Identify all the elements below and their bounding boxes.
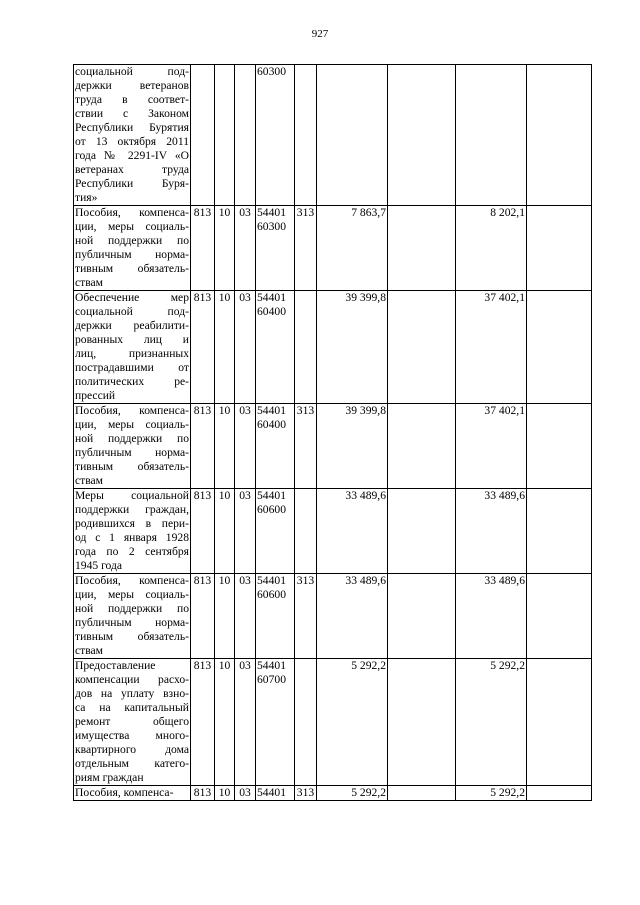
- expense-type-cell: [295, 65, 317, 206]
- amount-year2-cell: 33 489,6: [456, 489, 527, 574]
- amount-year2-cell: 8 202,1: [456, 206, 527, 291]
- item-name-cell: [74, 404, 191, 489]
- table-row: [74, 659, 592, 786]
- department-code-cell: 813: [191, 404, 215, 489]
- empty-cell: [388, 65, 456, 206]
- item-name-cell: [74, 574, 191, 659]
- item-name-line: Республики Буря-: [75, 177, 189, 190]
- empty-cell: [388, 786, 456, 801]
- item-name-line: труда в соответ-: [75, 93, 189, 106]
- amount-year1-cell: 33 489,6: [317, 574, 388, 659]
- item-name-line: Пособия, компенса-: [75, 404, 189, 417]
- empty-cell: [527, 786, 592, 801]
- item-name-line: от 13 октября 2011: [75, 135, 189, 148]
- amount-year1-cell: 39 399,8: [317, 404, 388, 489]
- item-name-line: политических ре-: [75, 375, 189, 388]
- amount-year2-cell: 5 292,2: [456, 786, 527, 801]
- item-name-line: тивным обязатель-: [75, 630, 189, 643]
- section-code-cell: 10: [215, 404, 235, 489]
- article-code-line: 54401: [257, 489, 286, 502]
- amount-year1-cell: 39 399,8: [317, 291, 388, 404]
- item-name-line: держки ветеранов: [75, 79, 189, 92]
- item-name-cell: [74, 206, 191, 291]
- item-name-line: года № 2291-IV «О: [75, 149, 189, 162]
- empty-cell: [388, 291, 456, 404]
- article-code-line: 54401: [257, 404, 286, 417]
- article-code-cell: [256, 206, 295, 291]
- item-name-line: тивным обязатель-: [75, 460, 189, 473]
- department-code-cell: 813: [191, 574, 215, 659]
- item-name-line: ремонт общего: [75, 715, 189, 728]
- item-name-line: отдельным катего-: [75, 757, 189, 770]
- amount-year1-cell: 5 292,2: [317, 659, 388, 786]
- article-code-line: 60600: [257, 503, 286, 516]
- article-code-cell: [256, 489, 295, 574]
- empty-cell: [527, 489, 592, 574]
- item-name-line: компенсации расхо-: [75, 673, 189, 686]
- item-name-line: родившихся в пери-: [75, 517, 189, 530]
- article-code-line: 54401: [257, 574, 286, 587]
- empty-cell: [388, 659, 456, 786]
- empty-cell: [388, 489, 456, 574]
- article-code-line: 54401: [257, 291, 286, 304]
- item-name-line: пострадавшими от: [75, 361, 189, 374]
- item-name-line: рованных лиц и: [75, 333, 189, 346]
- section-code-cell: 10: [215, 489, 235, 574]
- article-code-line: 54401: [257, 206, 286, 219]
- item-name-line: тивным обязатель-: [75, 262, 189, 275]
- amount-year2-cell: 5 292,2: [456, 659, 527, 786]
- item-name-line: Обеспечение мер: [75, 291, 189, 304]
- item-name-cell: [74, 786, 191, 801]
- item-name-line: квартирного дома: [75, 743, 189, 756]
- empty-cell: [527, 65, 592, 206]
- amount-year2-cell: [456, 65, 527, 206]
- item-name-line: ции, меры социаль-: [75, 588, 189, 601]
- item-name-line: 1945 года: [75, 559, 123, 572]
- empty-cell: [527, 404, 592, 489]
- subsection-code-cell: 03: [235, 659, 256, 786]
- department-code-cell: [191, 65, 215, 206]
- article-code-line: 60300: [257, 65, 286, 78]
- page-number: 927: [311, 28, 329, 40]
- section-code-cell: 10: [215, 659, 235, 786]
- subsection-code-cell: [235, 65, 256, 206]
- item-name-line: риям граждан: [75, 771, 144, 784]
- table-row: [74, 786, 592, 801]
- item-name-line: поддержки граждан,: [75, 503, 189, 516]
- item-name-line: Пособия, компенса-: [75, 574, 189, 587]
- article-code-cell: [256, 574, 295, 659]
- item-name-line: Меры социальной: [75, 489, 189, 502]
- item-name-line: ветеранах труда: [75, 163, 189, 176]
- subsection-code-cell: 03: [235, 574, 256, 659]
- item-name-cell: [74, 65, 191, 206]
- empty-cell: [388, 574, 456, 659]
- item-name-line: держки реабилити-: [75, 319, 189, 332]
- item-name-cell: [74, 291, 191, 404]
- empty-cell: [527, 291, 592, 404]
- item-name-line: ной поддержки по: [75, 234, 189, 247]
- expense-type-cell: 313: [295, 404, 317, 489]
- expense-type-cell: 313: [295, 786, 317, 801]
- subsection-code-cell: 03: [235, 404, 256, 489]
- section-code-cell: 10: [215, 291, 235, 404]
- item-name-line: Пособия, компенса-: [75, 206, 189, 219]
- item-name-line: публичным норма-: [75, 446, 189, 459]
- item-name-line: Пособия, компенса-: [75, 786, 174, 799]
- item-name-line: публичным норма-: [75, 616, 189, 629]
- amount-year1-cell: [317, 65, 388, 206]
- subsection-code-cell: 03: [235, 786, 256, 801]
- expense-type-cell: 313: [295, 206, 317, 291]
- item-name-line: ной поддержки по: [75, 432, 189, 445]
- article-code-line: 60700: [257, 673, 286, 686]
- expense-type-cell: [295, 659, 317, 786]
- item-name-line: ции, меры социаль-: [75, 220, 189, 233]
- item-name-line: од с 1 января 1928: [75, 531, 189, 544]
- expense-type-cell: [295, 489, 317, 574]
- section-code-cell: 10: [215, 206, 235, 291]
- item-name-line: Предоставление: [75, 659, 156, 672]
- empty-cell: [527, 206, 592, 291]
- article-code-line: 54401: [257, 786, 286, 799]
- item-name-line: ной поддержки по: [75, 602, 189, 615]
- department-code-cell: 813: [191, 659, 215, 786]
- amount-year1-cell: 33 489,6: [317, 489, 388, 574]
- table-row: [74, 404, 592, 489]
- department-code-cell: 813: [191, 786, 215, 801]
- article-code-cell: [256, 65, 295, 206]
- empty-cell: [388, 404, 456, 489]
- expense-type-cell: 313: [295, 574, 317, 659]
- amount-year1-cell: 7 863,7: [317, 206, 388, 291]
- item-name-line: Республики Бурятия: [75, 121, 189, 134]
- item-name-line: имущества много-: [75, 729, 189, 742]
- empty-cell: [388, 206, 456, 291]
- item-name-line: дов на уплату взно-: [75, 687, 189, 700]
- section-code-cell: [215, 65, 235, 206]
- item-name-line: ствам: [75, 644, 104, 657]
- item-name-line: тия»: [75, 191, 98, 204]
- table-row: [74, 206, 592, 291]
- subsection-code-cell: 03: [235, 206, 256, 291]
- table-row: [74, 291, 592, 404]
- department-code-cell: 813: [191, 489, 215, 574]
- section-code-cell: 10: [215, 786, 235, 801]
- item-name-line: ствии с Законом: [75, 107, 189, 120]
- amount-year1-cell: 5 292,2: [317, 786, 388, 801]
- item-name-cell: [74, 659, 191, 786]
- item-name-line: ствам: [75, 276, 104, 289]
- item-name-line: социальной под-: [75, 65, 189, 78]
- budget-table: [73, 64, 592, 801]
- item-name-line: ции, меры социаль-: [75, 418, 189, 431]
- department-code-cell: 813: [191, 206, 215, 291]
- item-name-line: социальной под-: [75, 305, 189, 318]
- article-code-line: 60300: [257, 220, 286, 233]
- table-row: [74, 489, 592, 574]
- item-name-line: года по 2 сентября: [75, 545, 189, 558]
- subsection-code-cell: 03: [235, 489, 256, 574]
- empty-cell: [527, 659, 592, 786]
- article-code-line: 60400: [257, 305, 286, 318]
- section-code-cell: 10: [215, 574, 235, 659]
- item-name-cell: [74, 489, 191, 574]
- amount-year2-cell: 37 402,1: [456, 404, 527, 489]
- article-code-cell: [256, 786, 295, 801]
- department-code-cell: 813: [191, 291, 215, 404]
- budget-table-body: [74, 65, 592, 801]
- article-code-cell: [256, 659, 295, 786]
- item-name-line: прессий: [75, 389, 116, 402]
- article-code-line: 54401: [257, 659, 286, 672]
- item-name-line: са на капитальный: [75, 701, 189, 714]
- article-code-cell: [256, 404, 295, 489]
- subsection-code-cell: 03: [235, 291, 256, 404]
- amount-year2-cell: 37 402,1: [456, 291, 527, 404]
- expense-type-cell: [295, 291, 317, 404]
- table-row: [74, 65, 592, 206]
- article-code-line: 60600: [257, 588, 286, 601]
- empty-cell: [527, 574, 592, 659]
- item-name-line: ствам: [75, 474, 104, 487]
- amount-year2-cell: 33 489,6: [456, 574, 527, 659]
- item-name-line: публичным норма-: [75, 248, 189, 261]
- article-code-line: 60400: [257, 418, 286, 431]
- article-code-cell: [256, 291, 295, 404]
- item-name-line: лиц, признанных: [75, 347, 189, 360]
- table-row: [74, 574, 592, 659]
